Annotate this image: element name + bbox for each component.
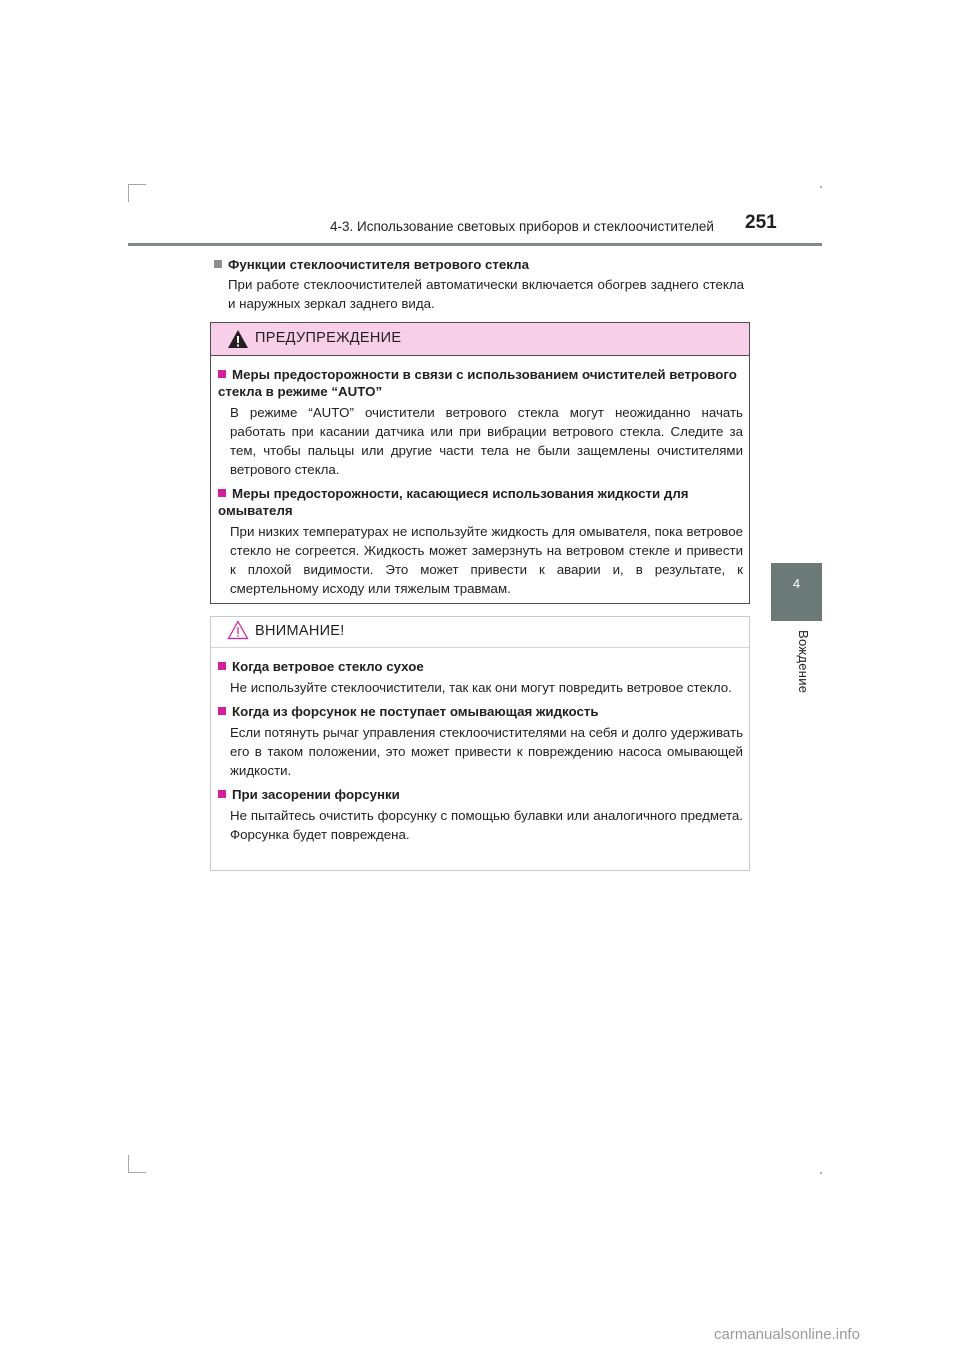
chapter-tab-label: Вождение xyxy=(796,630,811,694)
caution-title: ВНИМАНИЕ! xyxy=(255,623,345,639)
warning-item xyxy=(218,366,743,479)
warning-header xyxy=(211,323,749,356)
warning-item-text: При низких температурах не используйте жидкость для омывателя, пока ветровое стекло не согреется. Жидкость может замерзнуть на ветровом стекле и привести к плохой видимости. Это может привести к аварии и, в результате, к смертельному исходу или тяжелым травмам. xyxy=(230,524,743,596)
caution-item-text: Не используйте стеклоочистители, так как они могут повредить ветровое стекло. xyxy=(230,680,732,695)
caution-body xyxy=(211,648,749,844)
top-section xyxy=(214,256,744,313)
caution-item-heading: При засорении форсунки xyxy=(218,786,743,803)
caution-item-heading: Когда ветровое стекло сухое xyxy=(218,658,743,675)
square-bullet-icon xyxy=(214,260,222,268)
caution-triangle-icon xyxy=(227,620,249,640)
page-number: 251 xyxy=(745,212,777,233)
crop-mark-top-left-horizontal xyxy=(128,184,146,185)
warning-triangle-icon xyxy=(227,329,249,349)
caution-item-heading: Когда из форсунок не поступает омывающая жидкость xyxy=(218,703,743,720)
warning-box xyxy=(210,322,750,604)
warning-item-heading: Меры предосторожности в связи с использованием очистителей ветрового стекла в режиме “AUTO” xyxy=(218,367,737,399)
caution-item xyxy=(218,703,743,780)
watermark: carmanualsonline.info xyxy=(714,1326,860,1343)
square-bullet-icon xyxy=(218,790,226,798)
caution-item xyxy=(218,786,743,844)
caution-box xyxy=(210,616,750,871)
caution-header xyxy=(211,617,749,648)
chapter-tab xyxy=(771,563,822,621)
chapter-title: 4-3. Использование световых приборов и стеклоочистителей xyxy=(330,219,714,234)
crop-mark-bottom-left-vertical xyxy=(128,1155,129,1173)
crop-mark-top-left-vertical xyxy=(128,184,129,202)
caution-item xyxy=(218,658,743,697)
square-bullet-icon xyxy=(218,489,226,497)
crop-mark-top-right xyxy=(820,186,822,188)
section-heading xyxy=(214,256,744,273)
section-heading-text: Функции стеклоочистителя ветрового стекла xyxy=(228,257,529,272)
section-text: При работе стеклоочистителей автоматически включается обогрев заднего стекла и наружных зеркал заднего вида. xyxy=(228,277,744,311)
square-bullet-icon xyxy=(218,370,226,378)
warning-item xyxy=(218,485,743,598)
warning-title: ПРЕДУПРЕЖДЕНИЕ xyxy=(255,330,402,346)
crop-mark-bottom-right xyxy=(820,1172,822,1174)
chapter-tab-number: 4 xyxy=(792,576,801,591)
header-divider xyxy=(128,243,822,246)
caution-item-text: Если потянуть рычаг управления стеклоочистителями на себя и долго удерживать его в таком положении, это может привести к повреждению насоса омывающей жидкости. xyxy=(230,725,743,778)
warning-body xyxy=(211,356,749,598)
crop-mark-bottom-left-horizontal xyxy=(128,1172,146,1173)
square-bullet-icon xyxy=(218,662,226,670)
warning-item-heading: Меры предосторожности, касающиеся использования жидкости для омывателя xyxy=(218,486,689,518)
caution-item-text: Не пытайтесь очистить форсунку с помощью булавки или аналогичного предмета. Форсунка будет повреждена. xyxy=(230,808,743,842)
square-bullet-icon xyxy=(218,707,226,715)
warning-item-text: В режиме “AUTO” очистители ветрового стекла могут неожиданно начать работать при касании датчика или при вибрации ветрового стекла. Следите за тем, чтобы пальцы или другие части тела не были защемлены очистителями ветрового стекла. xyxy=(230,405,743,477)
